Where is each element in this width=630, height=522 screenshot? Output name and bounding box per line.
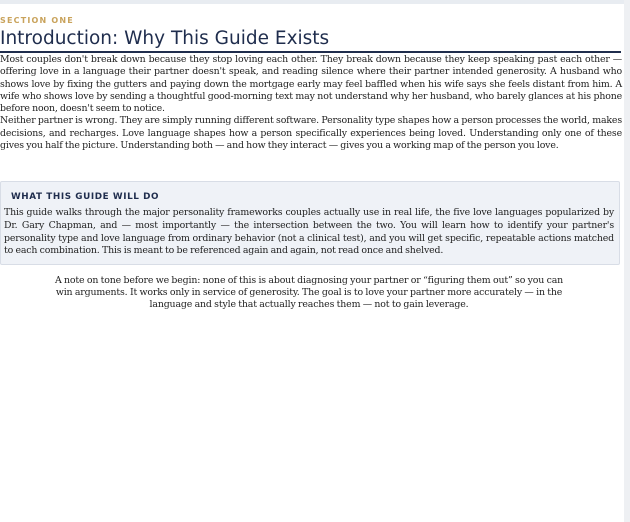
page-title: Introduction: Why This Guide Exists — [0, 28, 621, 53]
scrollbar-track[interactable] — [624, 0, 630, 522]
guide-callout-text: This guide walks through the major personality frameworks couples actually use in real life, the five love languages popularized by Dr. Gary Chapman, and — most importantly — the intersection between the two. You will learn how to identify your partner's personality type and love language from ordinary behavior (not a clinical test), and you will get specific, repeatable actions matched to each combination. This is meant to be referenced again and again, not read once and shelved. — [4, 207, 614, 257]
section-label: SECTION ONE — [0, 16, 74, 25]
intro-paragraph: Most couples don't break down because they stop loving each other. They break down because they keep speaking past each other — offering love in a language their partner doesn't speak, and reading silence where their partner intended generosity. A husband who shows love by fixing the gutters and paying down the mortgage early may feel baffled when his wife says she feels distant from him. A wife who shows love by sending a thoughtful good-morning text may not understand why her husband, who barely glances at his phone before noon, doesn't seem to notice. — [0, 54, 622, 115]
top-edge-strip — [0, 0, 630, 4]
guide-callout-box — [0, 181, 620, 265]
intro-paragraph: Neither partner is wrong. They are simply running different software. Personality type shapes how a person processes the world, makes decisions, and recharges. Love language shapes how a person specifically experiences being loved. Understanding only one of these gives you half the picture. Understanding both — and how they interact — gives you a working map of the person you love. — [0, 115, 622, 152]
guide-callout-title: WHAT THIS GUIDE WILL DO — [11, 192, 160, 202]
tone-note: A note on tone before we begin: none of this is about diagnosing your partner or “figuring them out” so you can win arguments. It works only in service of generosity. The goal is to love your partner more accurately — in the language and style that actually reaches them — not to gain leverage. — [54, 275, 564, 310]
intro-text — [0, 54, 622, 152]
